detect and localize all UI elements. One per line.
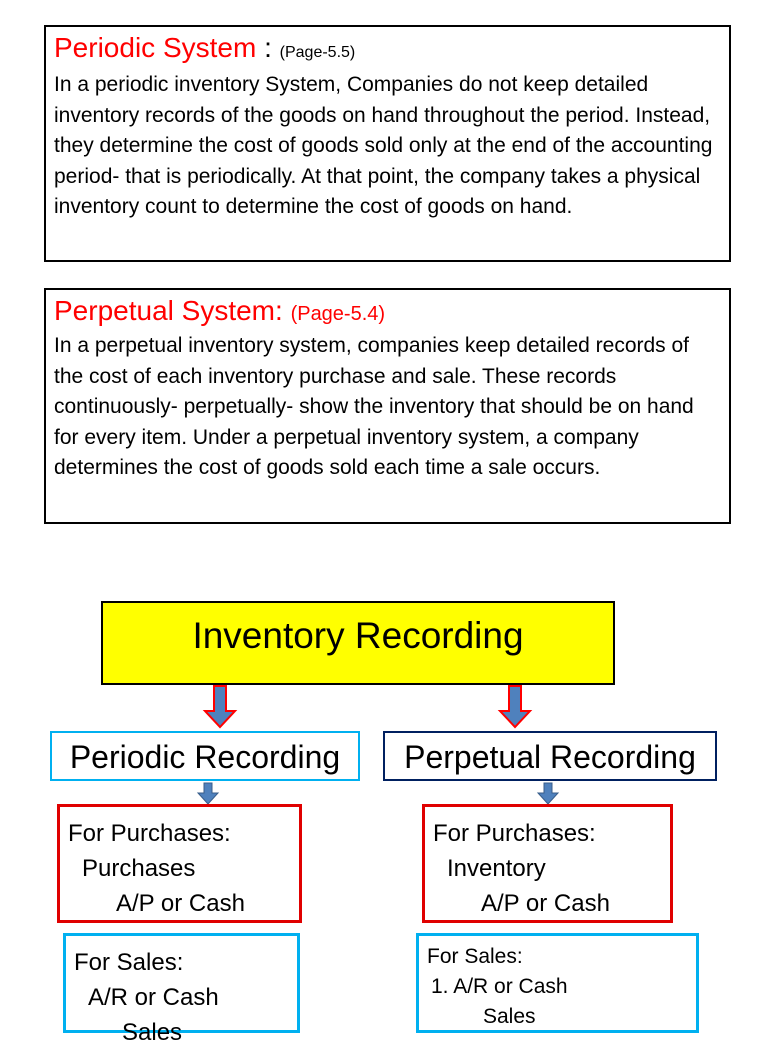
perpetual-sales-box [416,933,699,1033]
periodic-definition-heading [54,33,721,68]
arrow-to-periodic-icon [203,685,237,729]
periodic-purchases-box [57,804,302,923]
perpetual-recording-box [383,731,717,781]
periodic-sales-credit: Sales [122,1019,183,1046]
periodic-purchases-heading: For Purchases: [68,820,231,847]
perpetual-sales-credit: Sales [483,1005,536,1028]
periodic-recording-label: Periodic Recording [69,739,341,775]
periodic-sales-debit: A/R or Cash [88,984,219,1011]
perpetual-purchases-heading: For Purchases: [433,820,596,847]
perpetual-sales-heading: For Sales: [427,945,523,968]
periodic-page-ref: (Page-5.5) [279,44,356,61]
periodic-recording-box [50,731,360,781]
periodic-definition-colon: : [256,32,280,63]
periodic-definition-title: Periodic System [54,32,257,63]
inventory-recording-box [101,601,615,685]
perpetual-definition-box [44,288,731,524]
perpetual-page-ref: (Page-5.4) [290,303,386,325]
inventory-recording-label: Inventory Recording [192,615,524,656]
periodic-sales-box [63,933,300,1046]
periodic-sales-heading: For Sales: [74,949,184,976]
perpetual-definition-text: In a perpetual inventory system, companies keep detailed records of the cost of each inventory purchase and sale. These records continuously- perpetually- show the inventory that should be on hand for every item. Under a perpetual inventory system, a company determines the cost of goods sold each time a sale occurs. [54,334,694,479]
periodic-definition-text: In a periodic inventory System, Companies do not keep detailed inventory records of the goods on hand throughout the period. Instead, they determine the cost of goods sold only at the end of the accounting period- that is periodically. At that point, the company takes a physical inventory count to determine the cost of goods on hand. [54,73,713,218]
periodic-purchases-debit: Purchases [82,855,196,882]
arrow-perpetual-purchases-icon [537,783,559,805]
periodic-definition-box [44,25,731,262]
perpetual-recording-label: Perpetual Recording [404,739,696,775]
perpetual-sales-debit: 1. A/R or Cash [431,975,568,998]
perpetual-purchases-box [422,804,673,923]
perpetual-purchases-credit: A/P or Cash [481,890,610,917]
perpetual-definition-heading [54,296,721,329]
perpetual-purchases-debit: Inventory [447,855,546,882]
arrow-periodic-purchases-icon [197,783,219,805]
periodic-purchases-credit: A/P or Cash [116,890,245,917]
perpetual-definition-title: Perpetual System: [54,295,283,326]
arrow-to-perpetual-icon [498,685,532,729]
